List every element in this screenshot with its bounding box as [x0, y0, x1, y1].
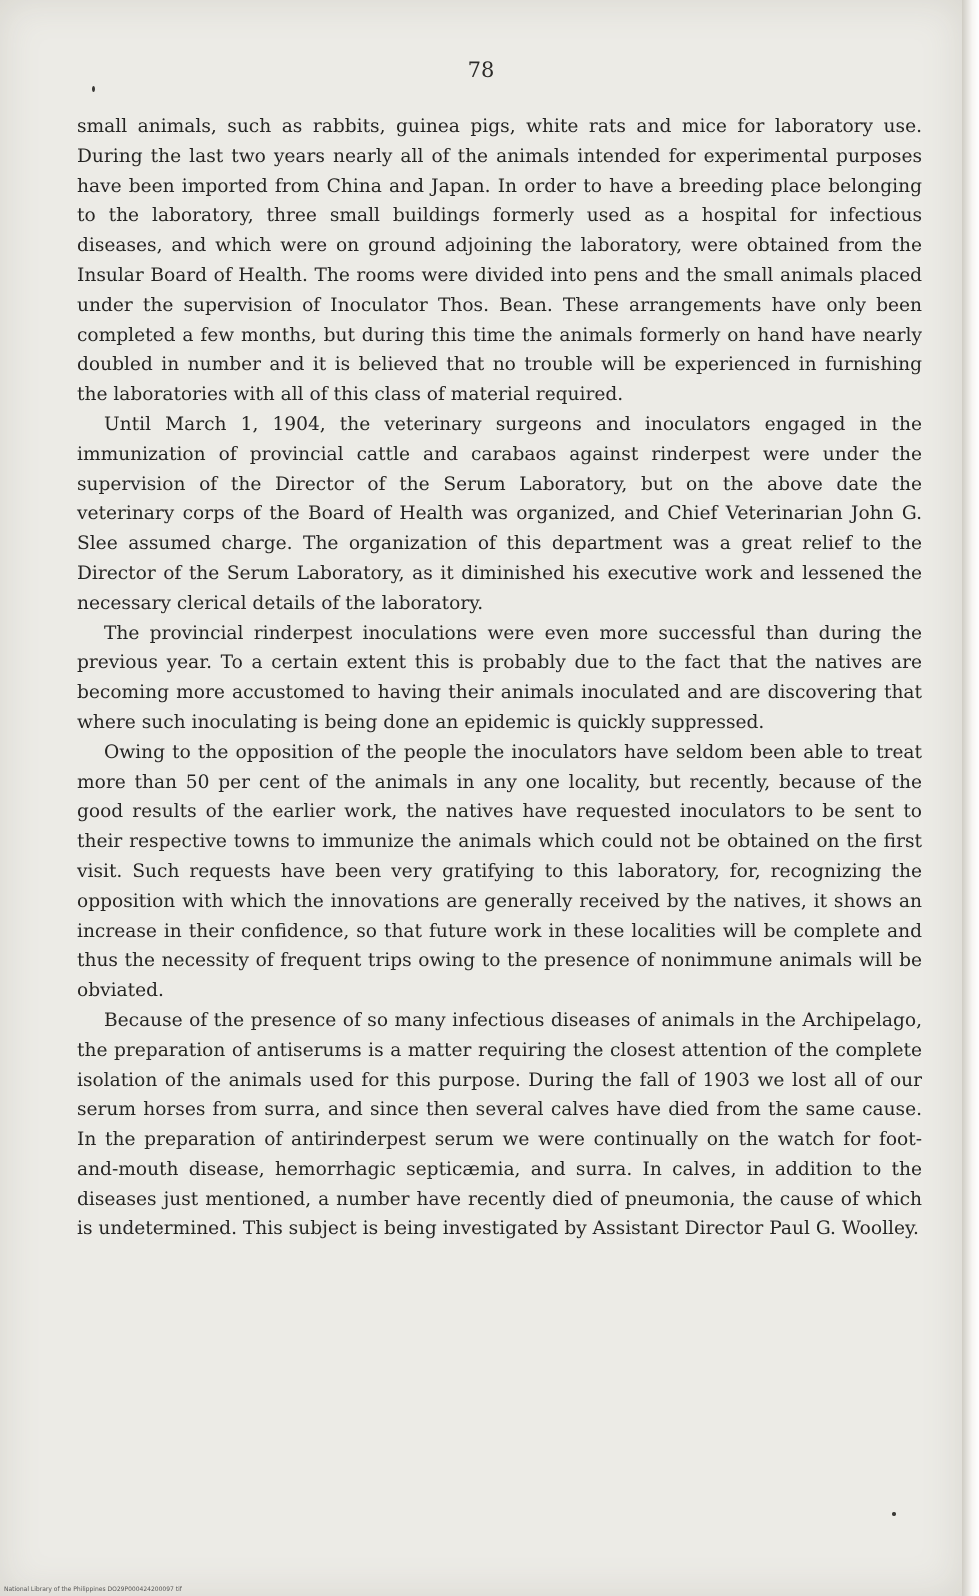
- body-text: [77, 112, 922, 1244]
- paragraph-5: Because of the presence of so many infectious diseases of animals in the Archipelago, the preparation of antiserums is a matter requiring the closest attention of the complete isolation of the animals used for this purpose. During the fall of 1903 we lost all of our serum horses from surra, and since then several calves have died from the same cause. In the preparation of antirinderpest serum we were continually on the watch for foot-and-mouth disease, hemorrhagic septicæmia, and surra. In calves, in addition to the diseases just mentioned, a number have recently died of pneumonia, the cause of which is undetermined. This subject is being investigated by Assistant Director Paul G. Woolley.: [77, 1009, 922, 1240]
- paragraph-1: small animals, such as rabbits, guinea pigs, white rats and mice for laboratory use. During the last two years nearly all of the animals intended for experimental purposes have been imported from China and Japan. In order to have a breeding place belonging to the laboratory, three small buildings formerly used as a hospital for infectious diseases, and which were on ground adjoining the laboratory, were obtained from the Insular Board of Health. The rooms were divided into pens and the small animals placed under the supervision of Inoculator Thos. Bean. These arrangements have only been completed a few months, but during this time the animals formerly on hand have nearly doubled in number and it is believed that no trouble will be experienced in furnishing the laboratories with all of this class of material required.: [77, 116, 922, 406]
- ink-speck: [892, 1512, 896, 1516]
- page-number: 78: [467, 58, 495, 82]
- paragraph-4: Owing to the opposition of the people the inoculators have seldom been able to treat more than 50 per cent of the animals in any one locality, but recently, because of the good results of the earlier work, the natives have requested inoculators to be sent to their respective towns to immunize the animals which could not be obtained on the first visit. Such requests have been very gratifying to this laboratory, for, recognizing the opposition with which the innovations are generally received by the natives, it shows an increase in their confidence, so that future work in these localities will be complete and thus the necessity of frequent trips owing to the presence of nonimmune animals will be obviated.: [77, 741, 922, 1002]
- ink-speck: [92, 86, 95, 92]
- scan-footer: National Library of the Philippines DO29P000424200097 tif: [4, 1586, 182, 1593]
- paragraph-3: The provincial rinderpest inoculations were even more successful than during the previous year. To a certain extent this is probably due to the fact that the natives are becoming more accustomed to having their animals inoculated and are discovering that where such inoculating is being done an epidemic is quickly suppressed.: [77, 622, 922, 733]
- page-edge: [962, 0, 979, 1596]
- paragraph-2: Until March 1, 1904, the veterinary surgeons and inoculators engaged in the immunization of provincial cattle and carabaos against rinderpest were under the supervision of the Director of the Serum Laboratory, but on the above date the veterinary corps of the Board of Health was organized, and Chief Veterinarian John G. Slee assumed charge. The organization of this department was a great relief to the Director of the Serum Laboratory, as it diminished his executive work and lessened the necessary clerical details of the laboratory.: [77, 413, 922, 614]
